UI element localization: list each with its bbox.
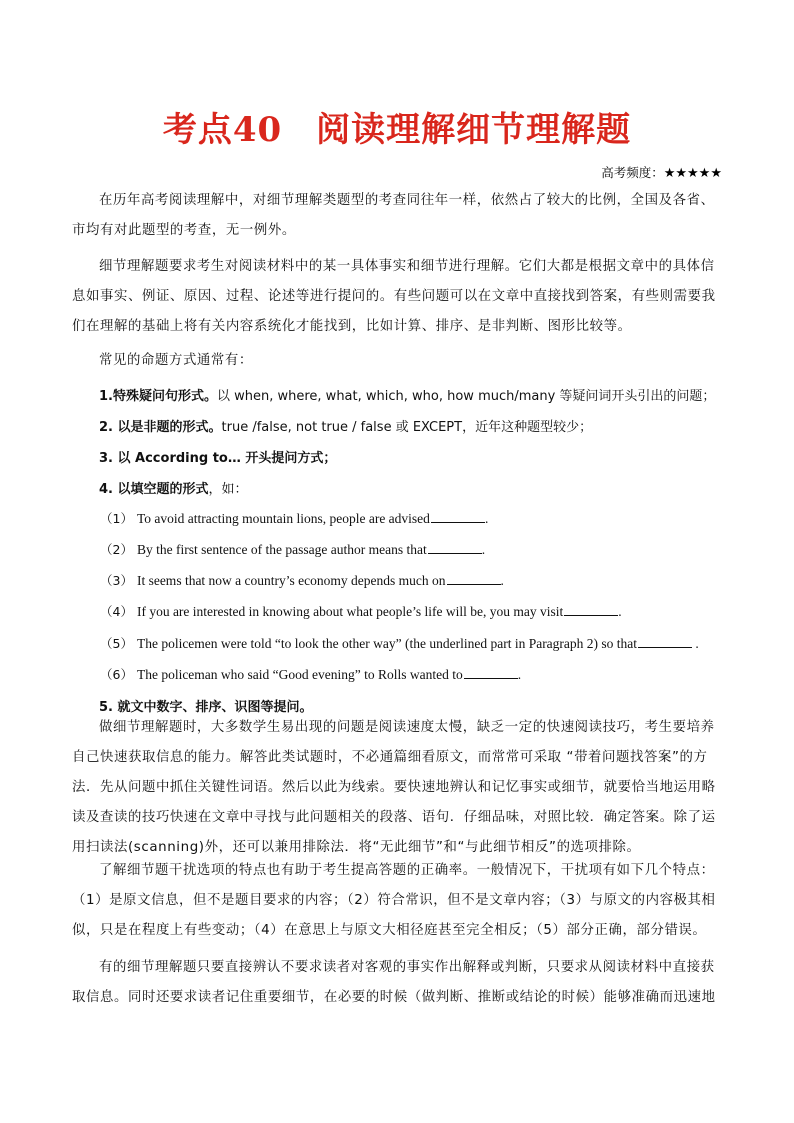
intro-paragraph-3: 常见的命题方式通常有： <box>99 353 253 368</box>
method-4-heading: 4. 以填空题的形式 <box>99 482 209 497</box>
body-paragraph-2: 了解细节题干扰选项的特点也有助于考生提高答题的正确率。一般情况下，干扰项有如下几个特点：（1）是原文信息，但不是题目要求的内容；（2）符合常识，但不是文章内容；（3）与原文的内容极其相似，只是在程度上有些变动；（4）在意思上与原文大相径庭甚至完全相反；（5）部分正确，部分错误。 <box>72 863 716 938</box>
method-2-text: true /false, not true / false 或 EXCEPT，近年这种题型较少； <box>221 420 593 435</box>
method-4-text: ，如： <box>208 482 248 497</box>
example-number: （4） <box>100 604 133 619</box>
answer-blank <box>447 572 501 585</box>
example-text: The policeman who said “Good evening” to Rolls wanted to <box>136 667 463 682</box>
answer-blank <box>464 666 518 679</box>
example-tail: . <box>481 542 486 557</box>
method-2 <box>99 416 592 435</box>
example-number: （6） <box>100 667 133 682</box>
page-title <box>0 102 794 151</box>
body-paragraph-3: 有的细节理解题只要直接辨认不要求读者对客观的事实作出解释或判断，只要求从阅读材料中直接获取信息。同时还要求读者记住重要细节，在必要的时候（做判断、推断或结论的时候）能够准确而迅速地 <box>72 960 716 1005</box>
example-text: The policemen were told “to look the other way” (the underlined part in Paragraph 2) so that <box>136 636 638 651</box>
example-item <box>100 509 488 527</box>
method-1 <box>99 385 715 404</box>
example-number: （3） <box>100 573 133 588</box>
intro-paragraph-2: 细节理解题要求考生对阅读材料中的某一具体事实和细节进行理解。它们大都是根据文章中的具体信息如事实、例证、原因、过程、论述等进行提问的。有些问题可以在文章中直接找到答案，有些则需要我们在理解的基础上将有关内容系统化才能找到，比如计算、排序、是非判断、图形比较等。 <box>72 259 716 334</box>
example-item <box>100 665 521 683</box>
example-number: （1） <box>100 511 133 526</box>
example-tail: . <box>517 667 522 682</box>
answer-blank <box>428 541 482 554</box>
example-tail: . <box>484 511 489 526</box>
answer-blank <box>638 635 692 648</box>
example-item <box>100 540 485 558</box>
example-number: （2） <box>100 542 133 557</box>
example-text: To avoid attracting mountain lions, people are advised <box>136 511 430 526</box>
example-text: If you are interested in knowing about what people’s life will be, you may visit <box>136 604 564 619</box>
example-tail: . <box>618 604 622 619</box>
example-number: （5） <box>100 636 133 651</box>
example-text: By the first sentence of the passage author means that <box>136 542 427 557</box>
method-5-heading: 5. 就文中数字、排序、识图等提问。 <box>99 700 313 715</box>
example-item <box>100 634 699 652</box>
body-paragraph-1: 做细节理解题时，大多数学生易出现的问题是阅读速度太慢，缺乏一定的快速阅读技巧，考生要培养自己快速获取信息的能力。解答此类试题时，不必通篇细看原文，而常常可采取 “带着问题找答案”的方法．先从问题中抓住关键性词语。然后以此为线索。要快速地辨认和记忆事实或细节，就要恰当地运用略读及查读的技巧快速在文章中寻找与此问题相关的段落、语句．仔细品味，对照比较．确定答案。除了运用扫读法(scanning)外，还可以兼用排除法．将“无此细节”和“与此细节相反”的选项排除。 <box>72 720 716 855</box>
intro-paragraph-1: 在历年高考阅读理解中，对细节理解类题型的考查同往年一样，依然占了较大的比例，全国及各省、市均有对此题型的考查，无一例外。 <box>72 193 715 238</box>
frequency-label: 高考频度： <box>601 165 664 180</box>
method-2-heading: 2. 以是非题的形式。 <box>99 420 222 435</box>
exam-frequency <box>601 163 722 181</box>
method-1-text: 以 when, where, what, which, who, how much/many 等疑问词开头引出的问题； <box>216 389 716 404</box>
example-item <box>100 602 622 620</box>
example-tail: . <box>692 636 699 651</box>
method-3-heading: 3. 以 According to… 开头提问方式； <box>99 451 337 466</box>
example-tail: . <box>500 573 504 588</box>
method-3 <box>99 447 336 466</box>
answer-blank <box>431 510 485 523</box>
star-rating-icon: ★★★★★ <box>663 166 722 181</box>
title-part-1: 考点40 <box>162 110 283 150</box>
title-part-2: 阅读理解细节理解题 <box>316 110 632 150</box>
example-text: It seems that now a country’s economy depends much on <box>136 573 446 588</box>
method-4 <box>99 478 248 497</box>
example-item <box>100 571 504 589</box>
answer-blank <box>564 603 618 616</box>
method-1-heading: 1.特殊疑问句形式。 <box>99 389 217 404</box>
